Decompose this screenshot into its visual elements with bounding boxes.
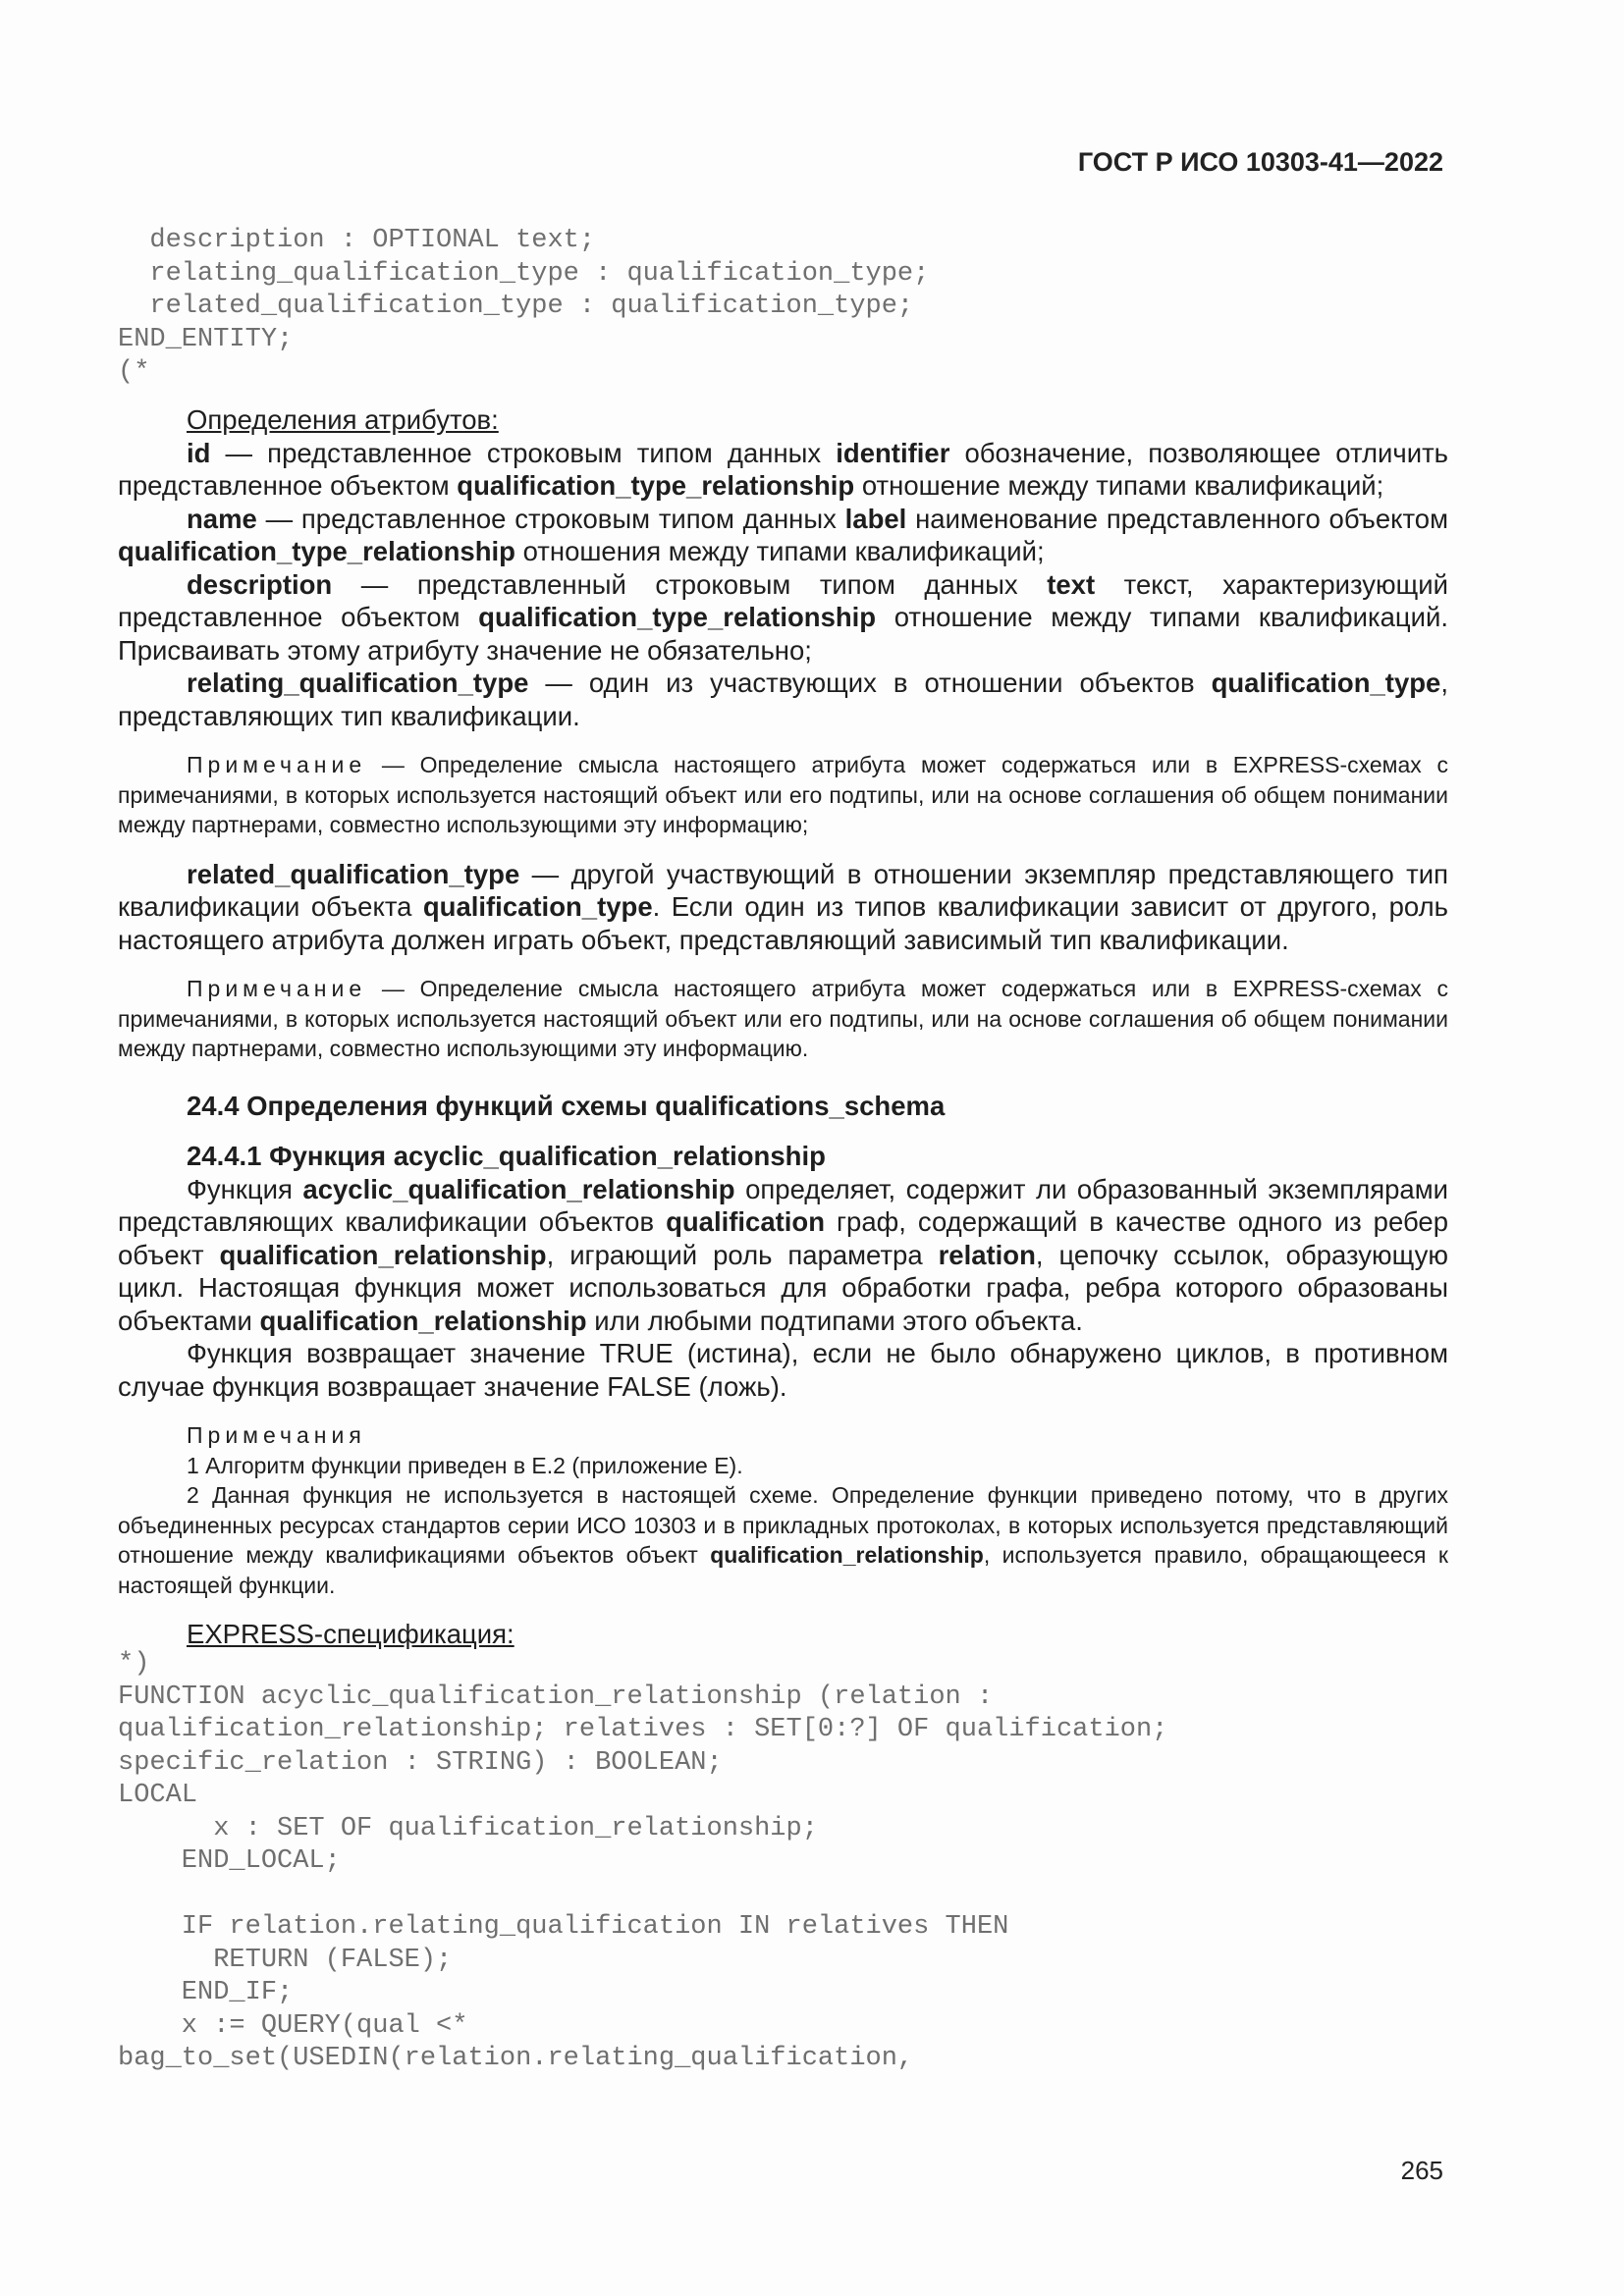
code-line: END_ENTITY; [118,324,294,354]
attr-term: description [187,568,333,600]
code-line: relating_qualification_type : qualification_type; [118,258,930,289]
attribute-definitions [118,403,1448,1651]
code-line: END_LOCAL; [118,1846,341,1876]
subsection-title: 24.4.1 Функция acyclic_qualification_relationship [187,1141,826,1171]
note-2: Примечание — Определение смысла настоящего атрибута может содержаться или в EXPRESS-схемах с примечаниями, в которых используется настоящий объект или его подтипы, или на основе соглашения об общем понимании между партнерами, совместно использующими эту информацию. [118,976,1448,1061]
code-line: END_IF; [118,1978,294,2007]
code-line: specific_relation : STRING) : BOOLEAN; [118,1747,723,1778]
note-label: Примечание [187,752,367,777]
code-line: *) [118,1649,150,1679]
attributes-heading: Определения атрибутов: [187,404,499,435]
express-spec-label: EXPRESS-спецификация: [187,1619,514,1649]
attr-id: id — представленное строковым типом данных identifier обозначение, позволяющее отличить представленное объектом qualification_type_relationship отношение между типами квалификаций; [118,437,1448,501]
function-paragraph-1: Функция acyclic_qualification_relationship определяет, содержит ли образованный экземплярами представляющих квалификации объектов qualification граф, содержащий в качестве одного из ребер объект qualification_relationship, играющий роль параметра relation, цепочку ссылок, образующую цикл. Настоящая функция может использоваться для обработки графа, ребра которого образованы объектами qualification_relationship или любыми подтипами этого объекта. [118,1173,1448,1336]
code-line: x := QUERY(qual <* [118,2010,468,2041]
note-1: Примечание — Определение смысла настоящего атрибута может содержаться или в EXPRESS-схемах с примечаниями, в которых используется настоящий объект или его подтипы, или на основе соглашения об общем понимании между партнерами, совместно использующими эту информацию; [118,752,1448,837]
code-block-bottom [118,1648,1167,2076]
code-line: qualification_relationship; relatives : SET[0:?] OF qualification; [118,1715,1168,1744]
code-line: LOCAL [118,1781,198,1810]
attr-description: description — представленный строковым типом данных text текст, характеризующий представленное объектом qualification_type_relationship отношение между типами квалификаций. Присваивать этому атрибуту значение не обязательно; [118,568,1449,666]
code-line: FUNCTION acyclic_qualification_relationship (relation : [118,1682,994,1712]
function-paragraph-2: Функция возвращает значение TRUE (истина), если не было обнаружено циклов, в противном случае функция возвращает значение FALSE (ложь). [118,1338,1448,1402]
code-line: x : SET OF qualification_relationship; [118,1813,818,1843]
attr-term: name [187,503,257,534]
code-line: bag_to_set(USEDIN(relation.relating_qualification, [118,2044,914,2073]
code-line: IF relation.relating_qualification IN relatives THEN [118,1912,1009,1942]
code-line: description : OPTIONAL text; [118,226,596,255]
attr-term: id [187,437,211,468]
code-line: RETURN (FALSE); [118,1945,453,1975]
attr-term: relating_qualification_type [187,667,529,698]
document-code-header: ГОСТ Р ИСО 10303-41—2022 [1077,147,1443,177]
code-line: (* [118,357,150,387]
attr-term: related_qualification_type [187,858,520,889]
notes-item-2: 2 Данная функция не используется в настоящей схеме. Определение функции приведено потому, что в других объединенных ресурсах стандартов серии ИСО 10303 и в прикладных протоколах, в которых используется представляющий отношение между квалификациями объектов объект qualification_relationship, используется правило, обращающееся к настоящей функции. [118,1482,1448,1598]
attr-relating: relating_qualification_type — один из участвующих в отношении объектов qualification_type, представляющих тип квалификации. [118,667,1448,731]
code-line: related_qualification_type : qualification_type; [118,292,914,321]
attr-related: related_qualification_type — другой участвующий в отношении экземпляр представляющего тип квалификации объекта qualification_type. Если один из типов квалификации зависит от другого, роль настоящего атрибута должен играть объект, представляющий зависимый тип квалификации. [118,858,1448,955]
notes-label: Примечания [187,1422,366,1448]
attr-name: name — представленное строковым типом данных label наименование представленного объектом qualification_type_relationship отношения между типами квалификаций; [118,503,1448,566]
section-title: 24.4 Определения функций схемы qualifications_schema [187,1090,946,1121]
code-block-top [118,225,929,390]
note-label: Примечание [187,976,367,1001]
page-number: 265 [1400,2156,1443,2185]
notes-item-1: 1 Алгоритм функции приведен в Е.2 (приложение Е). [187,1452,743,1478]
